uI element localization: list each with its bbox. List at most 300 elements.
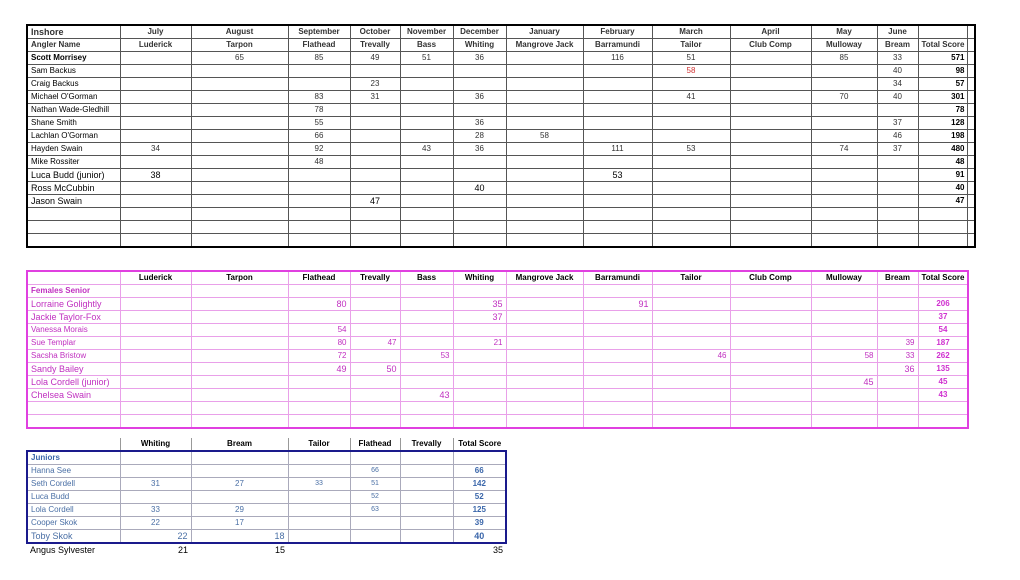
table-row [27,182,975,195]
score-cell [350,156,400,169]
month-header: March [652,25,730,39]
score-cell: 33 [120,504,191,517]
empty-cell [350,402,400,415]
score-cell [120,491,191,504]
score-cell [350,169,400,182]
score-cell [191,130,288,143]
score-cell [191,104,288,117]
empty-cell [877,415,918,429]
total-score: 43 [918,389,968,402]
table-row [27,311,968,324]
score-cell: 28 [453,130,506,143]
section-title: Females Senior [27,285,120,298]
score-cell [730,337,811,350]
angler-name: Mike Rossiter [27,156,120,169]
month-header: November [400,25,453,39]
empty-cell [652,234,730,248]
score-cell [506,143,583,156]
species-header: Trevally [350,39,400,52]
species-header: Tarpon [191,39,288,52]
score-cell: 33 [877,350,918,363]
blank-cell [968,65,976,78]
score-cell [730,350,811,363]
score-cell [288,182,350,195]
total-score: 78 [918,104,968,117]
score-cell: 21 [177,545,188,555]
empty-cell [918,221,968,234]
empty-cell [506,402,583,415]
table-row [27,117,975,130]
blank-header [27,438,120,451]
score-cell: 51 [400,52,453,65]
species-header: Bream [191,438,288,451]
total-score: 66 [453,465,506,478]
score-cell [350,389,400,402]
score-cell [453,104,506,117]
total-score: 40 [918,182,968,195]
angler-name: Ross McCubbin [27,182,120,195]
score-cell [400,91,453,104]
species-header: Flathead [350,438,400,451]
score-cell [811,363,877,376]
month-header: December [453,25,506,39]
score-cell: 40 [453,182,506,195]
score-cell [400,543,453,556]
score-cell [506,311,583,324]
score-cell [350,143,400,156]
score-cell [730,376,811,389]
score-cell [583,195,652,208]
score-cell [730,117,811,130]
score-cell: 53 [400,350,453,363]
score-cell [400,195,453,208]
score-cell [350,104,400,117]
inshore-table [26,24,976,248]
score-cell [877,389,918,402]
month-header: September [288,25,350,39]
empty-cell [918,415,968,429]
empty-cell [288,234,350,248]
species-header: Luderick [120,39,191,52]
angler-name: Jason Swain [27,195,120,208]
score-cell [400,117,453,130]
score-cell [730,169,811,182]
total-score: 57 [918,78,968,91]
score-cell [350,543,400,556]
angler-name: Scott Morrisey [27,52,120,65]
total-score: 91 [918,169,968,182]
month-header: January [506,25,583,39]
empty-cell [288,285,350,298]
empty-cell [877,221,918,234]
species-header: Barramundi [583,39,652,52]
score-cell: 55 [288,117,350,130]
blank-cell [968,195,976,208]
empty-cell [288,221,350,234]
score-cell [400,78,453,91]
month-header: July [120,25,191,39]
score-cell [453,65,506,78]
score-cell [191,182,288,195]
score-cell [120,465,191,478]
empty-cell [652,221,730,234]
empty-cell [191,221,288,234]
empty-cell [583,402,652,415]
empty-cell [27,415,120,429]
score-cell [191,311,288,324]
score-cell: 36 [877,363,918,376]
score-cell [400,363,453,376]
empty-cell [730,221,811,234]
score-cell [191,491,288,504]
score-cell [811,117,877,130]
score-cell [877,195,918,208]
score-cell [583,324,652,337]
score-cell [350,350,400,363]
empty-cell [288,451,350,465]
score-cell [877,311,918,324]
total-score: 48 [918,156,968,169]
score-cell [811,78,877,91]
score-cell [652,182,730,195]
table-row [27,530,506,544]
score-cell [583,363,652,376]
table-row [27,324,968,337]
score-cell: 85 [811,52,877,65]
score-cell [730,104,811,117]
score-cell: 31 [350,91,400,104]
blank-cell [968,182,976,195]
score-cell [811,104,877,117]
score-cell: 53 [652,143,730,156]
species-header: Mangrove Jack [506,271,583,285]
score-cell [120,182,191,195]
table-title: Inshore [27,25,120,39]
species-header-row [27,39,975,52]
score-cell [506,350,583,363]
table-row [27,78,975,91]
score-cell [400,104,453,117]
score-cell: 58 [506,130,583,143]
empty-cell [583,234,652,248]
empty-cell [400,402,453,415]
score-cell [120,91,191,104]
blank-cell [968,143,976,156]
score-cell [350,65,400,78]
score-cell [506,324,583,337]
table-row [27,130,975,143]
score-cell [811,389,877,402]
empty-cell [191,415,288,429]
score-cell [350,311,400,324]
table-row [27,298,968,311]
score-cell [730,130,811,143]
score-cell [730,311,811,324]
score-cell [350,182,400,195]
blank-header [27,271,120,285]
score-cell [191,337,288,350]
score-cell: 49 [288,363,350,376]
empty-cell [400,208,453,221]
empty-cell [350,285,400,298]
score-cell [400,311,453,324]
empty-cell [968,208,976,221]
score-cell: 85 [288,52,350,65]
empty-cell [918,208,968,221]
score-cell [730,156,811,169]
empty-cell [918,285,968,298]
score-cell [400,465,453,478]
score-cell: 74 [811,143,877,156]
empty-cell [453,208,506,221]
empty-cell [453,285,506,298]
empty-cell [350,208,400,221]
score-cell [811,311,877,324]
score-cell [811,130,877,143]
score-cell: 70 [811,91,877,104]
score-cell [453,156,506,169]
species-header: Luderick [120,271,191,285]
score-cell [288,195,350,208]
score-cell [191,65,288,78]
empty-cell [400,451,453,465]
species-header: Bream [877,271,918,285]
empty-cell [730,208,811,221]
score-cell: 58 [652,65,730,78]
angler-name: Hayden Swain [27,143,120,156]
score-cell [652,78,730,91]
score-cell: 52 [350,491,400,504]
species-header: Mulloway [811,39,877,52]
score-cell [400,337,453,350]
score-cell [877,169,918,182]
species-header: Whiting [453,39,506,52]
empty-cell [652,415,730,429]
table-row [27,350,968,363]
angler-name: Sacsha Bristow [27,350,120,363]
empty-cell [288,415,350,429]
score-cell [583,104,652,117]
empty-cell [506,415,583,429]
score-cell [583,350,652,363]
score-cell: 111 [583,143,652,156]
empty-cell [811,234,877,248]
score-cell: 78 [288,104,350,117]
score-cell [877,324,918,337]
score-cell [191,465,288,478]
angler-name: Seth Cordell [27,478,120,491]
score-cell: 17 [191,517,288,530]
score-cell [120,52,191,65]
score-cell [350,530,400,544]
total-score: 39 [453,517,506,530]
total-score: 128 [918,117,968,130]
score-cell [730,363,811,376]
table-row [27,195,975,208]
month-header-row [27,25,975,39]
score-cell [453,78,506,91]
score-cell: 53 [583,169,652,182]
table-row [27,491,506,504]
total-score: 52 [453,491,506,504]
empty-cell [191,451,288,465]
empty-cell [506,208,583,221]
species-header: Bass [400,271,453,285]
blank-cell [968,156,976,169]
score-cell: 47 [350,195,400,208]
angler-name: Shane Smith [27,117,120,130]
table-row [27,363,968,376]
score-cell: 34 [120,143,191,156]
angler-name: Angus Sylvester [30,545,96,555]
score-cell [583,311,652,324]
empty-cell [120,234,191,248]
score-cell: 33 [288,478,350,491]
table-row [27,52,975,65]
score-cell [453,195,506,208]
score-cell [652,363,730,376]
score-cell [350,324,400,337]
score-cell [583,130,652,143]
angler-name-header: Angler Name [27,39,120,52]
score-cell [400,169,453,182]
score-cell: 51 [350,478,400,491]
species-header: Club Comp [730,271,811,285]
score-cell [120,311,191,324]
score-cell [583,65,652,78]
empty-cell [811,221,877,234]
angler-name: Sue Templar [27,337,120,350]
score-cell [652,298,730,311]
angler-name: Luca Budd [27,491,120,504]
score-cell [120,65,191,78]
score-cell [506,104,583,117]
score-cell [730,65,811,78]
score-cell [400,65,453,78]
score-cell: 51 [652,52,730,65]
score-cell [288,517,350,530]
blank-cell [968,104,976,117]
score-cell [288,78,350,91]
species-header: Barramundi [583,271,652,285]
score-cell [506,91,583,104]
score-cell [730,298,811,311]
score-cell [652,156,730,169]
score-cell: 80 [288,337,350,350]
score-cell [453,350,506,363]
empty-cell [191,208,288,221]
empty-cell [877,285,918,298]
month-header: May [811,25,877,39]
score-cell: 23 [350,78,400,91]
score-cell [400,504,453,517]
score-cell [877,298,918,311]
score-cell: 37 [453,311,506,324]
score-cell [350,517,400,530]
score-cell [400,324,453,337]
score-cell [400,156,453,169]
score-cell [120,376,191,389]
total-score: 47 [918,195,968,208]
score-cell [506,298,583,311]
score-cell [811,324,877,337]
score-cell: 18 [191,530,288,544]
score-cell: 46 [652,350,730,363]
score-cell [583,78,652,91]
score-cell [191,298,288,311]
score-cell: 91 [583,298,652,311]
score-cell [652,389,730,402]
score-cell: 46 [877,130,918,143]
empty-cell [811,208,877,221]
score-cell [191,91,288,104]
score-cell [191,169,288,182]
score-cell [583,389,652,402]
empty-cell [583,285,652,298]
species-header: Mangrove Jack [506,39,583,52]
empty-cell [583,415,652,429]
empty-cell [120,402,191,415]
species-header: Trevally [350,271,400,285]
score-cell [191,363,288,376]
empty-cell [730,285,811,298]
score-cell [400,130,453,143]
empty-cell [453,221,506,234]
score-cell [453,169,506,182]
empty-cell [652,402,730,415]
angler-name: Hanna See [27,465,120,478]
species-header: Whiting [453,271,506,285]
score-cell [652,169,730,182]
score-cell [120,130,191,143]
empty-cell [583,208,652,221]
score-cell [652,130,730,143]
empty-cell [350,415,400,429]
total-score: 35 [492,545,503,555]
score-cell [730,389,811,402]
score-cell [453,324,506,337]
score-cell: 22 [120,517,191,530]
angler-name: Chelsea Swain [27,389,120,402]
score-cell [191,143,288,156]
score-cell [811,195,877,208]
table-row [27,517,506,530]
species-header: Tailor [652,271,730,285]
score-cell: 40 [877,65,918,78]
score-cell: 80 [288,298,350,311]
angler-name: Lola Cordell (junior) [27,376,120,389]
score-cell [191,78,288,91]
score-cell: 72 [288,350,350,363]
total-score: 37 [918,311,968,324]
score-cell: 45 [811,376,877,389]
score-cell [811,337,877,350]
angler-name: Sam Backus [27,65,120,78]
empty-cell [191,402,288,415]
blank-cell [968,52,976,65]
score-cell: 83 [288,91,350,104]
score-cell [400,517,453,530]
score-cell [453,363,506,376]
score-cell [288,376,350,389]
score-cell [583,91,652,104]
score-cell: 22 [120,530,191,544]
total-score: 98 [918,65,968,78]
score-cell: 43 [400,143,453,156]
empty-cell [811,285,877,298]
score-cell [191,389,288,402]
angler-name: Sandy Bailey [27,363,120,376]
